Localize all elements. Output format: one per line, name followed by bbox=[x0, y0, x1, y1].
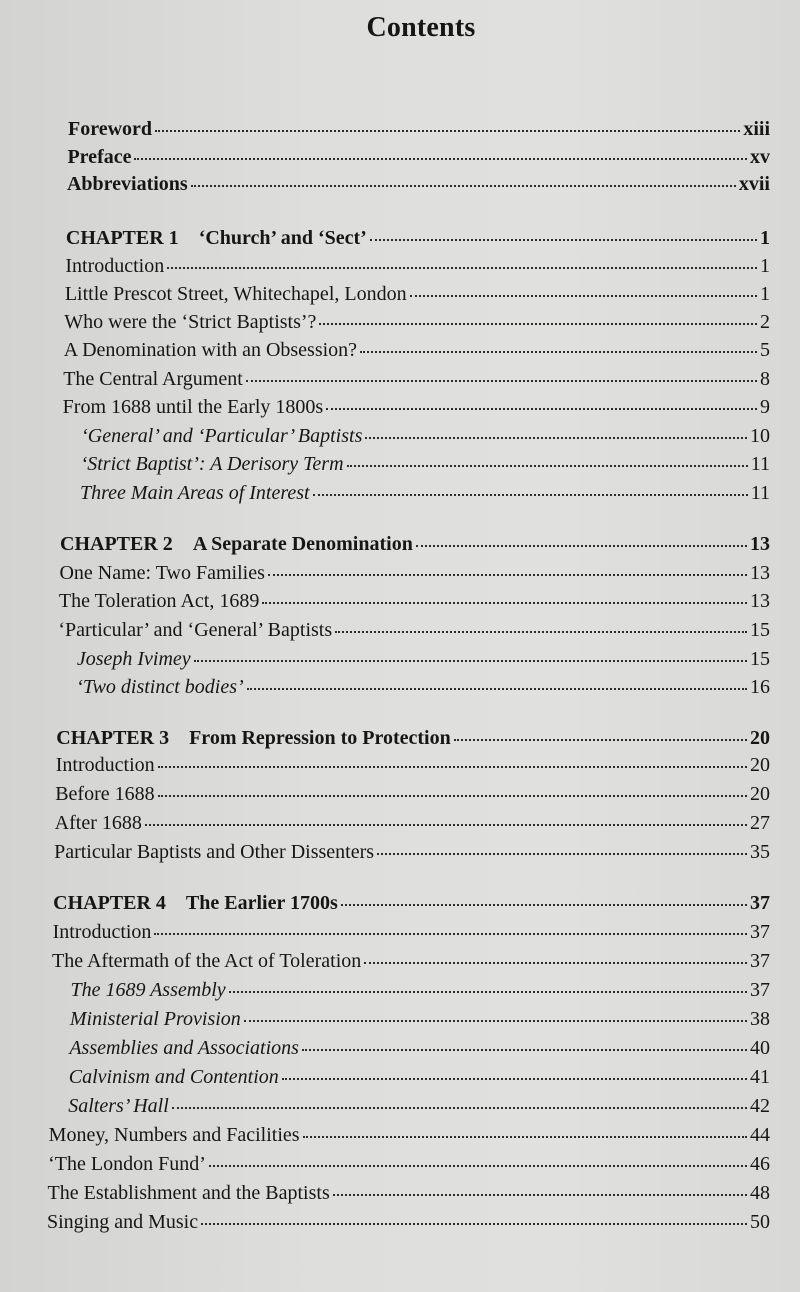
entry-label: Foreword bbox=[68, 118, 153, 140]
toc-entry bbox=[54, 839, 770, 865]
entry-label: The Establishment and the Baptists bbox=[47, 1182, 330, 1204]
entry-label: Particular Baptists and Other Dissenters bbox=[54, 841, 375, 863]
dot-leader bbox=[154, 933, 747, 935]
dot-leader bbox=[246, 380, 757, 382]
entry-label: Preface bbox=[67, 146, 132, 168]
entry-label: ‘The London Fund’ bbox=[48, 1153, 206, 1175]
entry-label: Who were the ‘Strict Baptists’? bbox=[64, 311, 317, 333]
chapter-heading bbox=[66, 225, 770, 251]
dot-leader bbox=[303, 1136, 747, 1138]
page-number: 38 bbox=[749, 1008, 770, 1030]
page-number: 1 bbox=[759, 227, 770, 249]
dot-leader bbox=[347, 465, 748, 467]
page-number: 48 bbox=[749, 1182, 770, 1204]
page-number: xvii bbox=[738, 173, 770, 195]
chapter-title: A Separate Denomination bbox=[192, 533, 413, 555]
toc-subentry bbox=[81, 451, 770, 477]
page-number: 5 bbox=[759, 339, 770, 361]
dot-leader bbox=[302, 1049, 747, 1051]
toc-entry bbox=[55, 810, 770, 836]
dot-leader bbox=[134, 158, 747, 160]
entry-label: From 1688 until the Early 1800s bbox=[62, 396, 324, 418]
entry-label: Singing and Music bbox=[47, 1211, 199, 1233]
page-number: 16 bbox=[749, 676, 770, 698]
entry-label: ‘Particular’ and ‘General’ Baptists bbox=[58, 619, 333, 641]
entry-label: The Central Argument bbox=[63, 368, 243, 390]
dot-leader bbox=[326, 408, 757, 410]
toc-entry bbox=[63, 394, 770, 420]
dot-leader bbox=[313, 494, 748, 496]
chapter-number: CHAPTER 4 bbox=[53, 892, 166, 914]
dot-leader bbox=[335, 631, 747, 633]
entry-label: Assemblies and Associations bbox=[69, 1037, 299, 1059]
entry-label: A Denomination with an Obsession? bbox=[63, 339, 358, 361]
toc-subentry bbox=[70, 977, 770, 1003]
toc-entry bbox=[53, 919, 770, 945]
toc-entry bbox=[65, 281, 770, 307]
page-number: 13 bbox=[749, 590, 770, 612]
front-matter-entry bbox=[67, 171, 770, 197]
dot-leader bbox=[365, 437, 747, 439]
entry-label: After 1688 bbox=[54, 812, 142, 834]
entry-label: Three Main Areas of Interest bbox=[80, 482, 310, 504]
dot-leader bbox=[229, 991, 747, 993]
page-number: 10 bbox=[749, 425, 770, 447]
dot-leader bbox=[145, 824, 747, 826]
dot-leader bbox=[370, 239, 757, 241]
page-number: 15 bbox=[749, 648, 770, 670]
chapter-title: The Earlier 1700s bbox=[185, 892, 338, 914]
page-number: xiii bbox=[743, 118, 770, 140]
entry-label: Introduction bbox=[65, 255, 165, 277]
entry-label: Little Prescot Street, Whitechapel, London bbox=[64, 283, 407, 305]
entry-label: Money, Numbers and Facilities bbox=[48, 1124, 300, 1146]
dot-leader bbox=[262, 602, 747, 604]
entry-label: Ministerial Provision bbox=[69, 1008, 241, 1030]
page-number: 40 bbox=[749, 1037, 770, 1059]
dot-leader bbox=[167, 267, 757, 269]
page-number: 13 bbox=[749, 562, 770, 584]
dot-leader bbox=[247, 688, 747, 690]
chapter-heading bbox=[60, 531, 770, 557]
dot-leader bbox=[201, 1223, 747, 1225]
entry-label: Calvinism and Contention bbox=[68, 1066, 279, 1088]
toc-entry bbox=[64, 337, 770, 363]
page-number: 50 bbox=[750, 1211, 770, 1233]
page-number: 2 bbox=[759, 311, 770, 333]
entry-label: The 1689 Assembly bbox=[70, 979, 226, 1001]
dot-leader bbox=[209, 1165, 747, 1167]
dot-leader bbox=[244, 1020, 747, 1022]
page-number: 37 bbox=[749, 892, 770, 914]
entry-label: ‘Strict Baptist’: A Derisory Term bbox=[80, 453, 344, 475]
entry-label: ‘Two distinct bodies’ bbox=[76, 676, 244, 698]
entry-label: One Name: Two Families bbox=[59, 562, 265, 584]
entry-label: Abbreviations bbox=[66, 173, 188, 195]
entry-label: The Toleration Act, 1689 bbox=[58, 590, 260, 612]
dot-leader bbox=[364, 962, 747, 964]
entry-label: ‘General’ and ‘Particular’ Baptists bbox=[81, 425, 363, 447]
entry-label: Introduction bbox=[52, 921, 152, 943]
toc-subentry bbox=[81, 423, 770, 449]
page-number: 42 bbox=[749, 1095, 770, 1117]
page-number: 1 bbox=[759, 283, 770, 305]
dot-leader bbox=[194, 660, 747, 662]
page-number: 41 bbox=[749, 1066, 770, 1088]
toc-entry bbox=[48, 1180, 770, 1206]
dot-leader bbox=[416, 545, 747, 547]
toc-entry bbox=[48, 1151, 770, 1177]
entry-label: Introduction bbox=[55, 754, 155, 776]
entry-label: The Aftermath of the Act of Toleration bbox=[52, 950, 362, 972]
toc-entry bbox=[65, 253, 770, 279]
page-title: Contents bbox=[366, 12, 476, 43]
page-number: 20 bbox=[749, 783, 770, 805]
toc-entry bbox=[49, 1122, 770, 1148]
page-number: 13 bbox=[749, 533, 770, 555]
chapter-heading bbox=[56, 725, 770, 751]
page-number: 44 bbox=[749, 1124, 770, 1146]
page-number: 46 bbox=[749, 1153, 770, 1175]
page-number: 37 bbox=[749, 921, 770, 943]
entry-label: Joseph Ivimey bbox=[76, 648, 191, 670]
toc-subentry bbox=[80, 480, 770, 506]
toc-entry bbox=[63, 366, 770, 392]
page-number: xv bbox=[749, 146, 770, 168]
dot-leader bbox=[333, 1194, 747, 1196]
page-number: 15 bbox=[749, 619, 770, 641]
page-number: 27 bbox=[749, 812, 770, 834]
entry-label: Before 1688 bbox=[55, 783, 155, 805]
page-number: 11 bbox=[750, 482, 770, 504]
chapter-number: CHAPTER 1 bbox=[65, 227, 179, 249]
dot-leader bbox=[158, 766, 747, 768]
dot-leader bbox=[341, 904, 747, 906]
front-matter-entry bbox=[67, 144, 770, 170]
toc-entry bbox=[47, 1209, 770, 1235]
toc-subentry bbox=[68, 1093, 770, 1119]
dot-leader bbox=[155, 130, 740, 132]
page-number: 20 bbox=[749, 727, 770, 749]
toc-entry bbox=[56, 752, 770, 778]
page-number: 37 bbox=[749, 950, 770, 972]
dot-leader bbox=[410, 295, 757, 297]
toc-subentry bbox=[77, 646, 770, 672]
toc-subentry bbox=[69, 1064, 770, 1090]
chapter-heading bbox=[53, 890, 770, 916]
chapter-number: CHAPTER 3 bbox=[56, 727, 170, 749]
toc-subentry bbox=[70, 1006, 770, 1032]
dot-leader bbox=[282, 1078, 747, 1080]
entry-label: Salters’ Hall bbox=[68, 1095, 169, 1117]
page-number: 9 bbox=[759, 396, 770, 418]
toc-entry bbox=[59, 560, 770, 586]
toc-entry bbox=[52, 948, 770, 974]
dot-leader bbox=[172, 1107, 747, 1109]
chapter-number: CHAPTER 2 bbox=[60, 533, 173, 555]
dot-leader bbox=[319, 323, 757, 325]
dot-leader bbox=[360, 351, 757, 353]
dot-leader bbox=[191, 185, 736, 187]
toc-entry bbox=[59, 588, 770, 614]
chapter-title: ‘Church’ and ‘Sect’ bbox=[198, 227, 367, 249]
toc-subentry bbox=[69, 1035, 770, 1061]
dot-leader bbox=[454, 739, 747, 741]
page-number: 20 bbox=[749, 754, 770, 776]
page-number: 35 bbox=[749, 841, 770, 863]
dot-leader bbox=[268, 574, 747, 576]
page-number: 11 bbox=[750, 453, 770, 475]
toc-entry bbox=[58, 617, 770, 643]
toc-entry bbox=[64, 309, 770, 335]
dot-leader bbox=[158, 795, 747, 797]
chapter-title: From Repression to Protection bbox=[189, 727, 451, 749]
toc-subentry bbox=[76, 674, 770, 700]
page-number: 8 bbox=[759, 368, 770, 390]
page-number: 1 bbox=[759, 255, 770, 277]
toc-entry bbox=[55, 781, 770, 807]
front-matter-entry bbox=[68, 116, 770, 142]
dot-leader bbox=[377, 853, 747, 855]
page-number: 37 bbox=[749, 979, 770, 1001]
